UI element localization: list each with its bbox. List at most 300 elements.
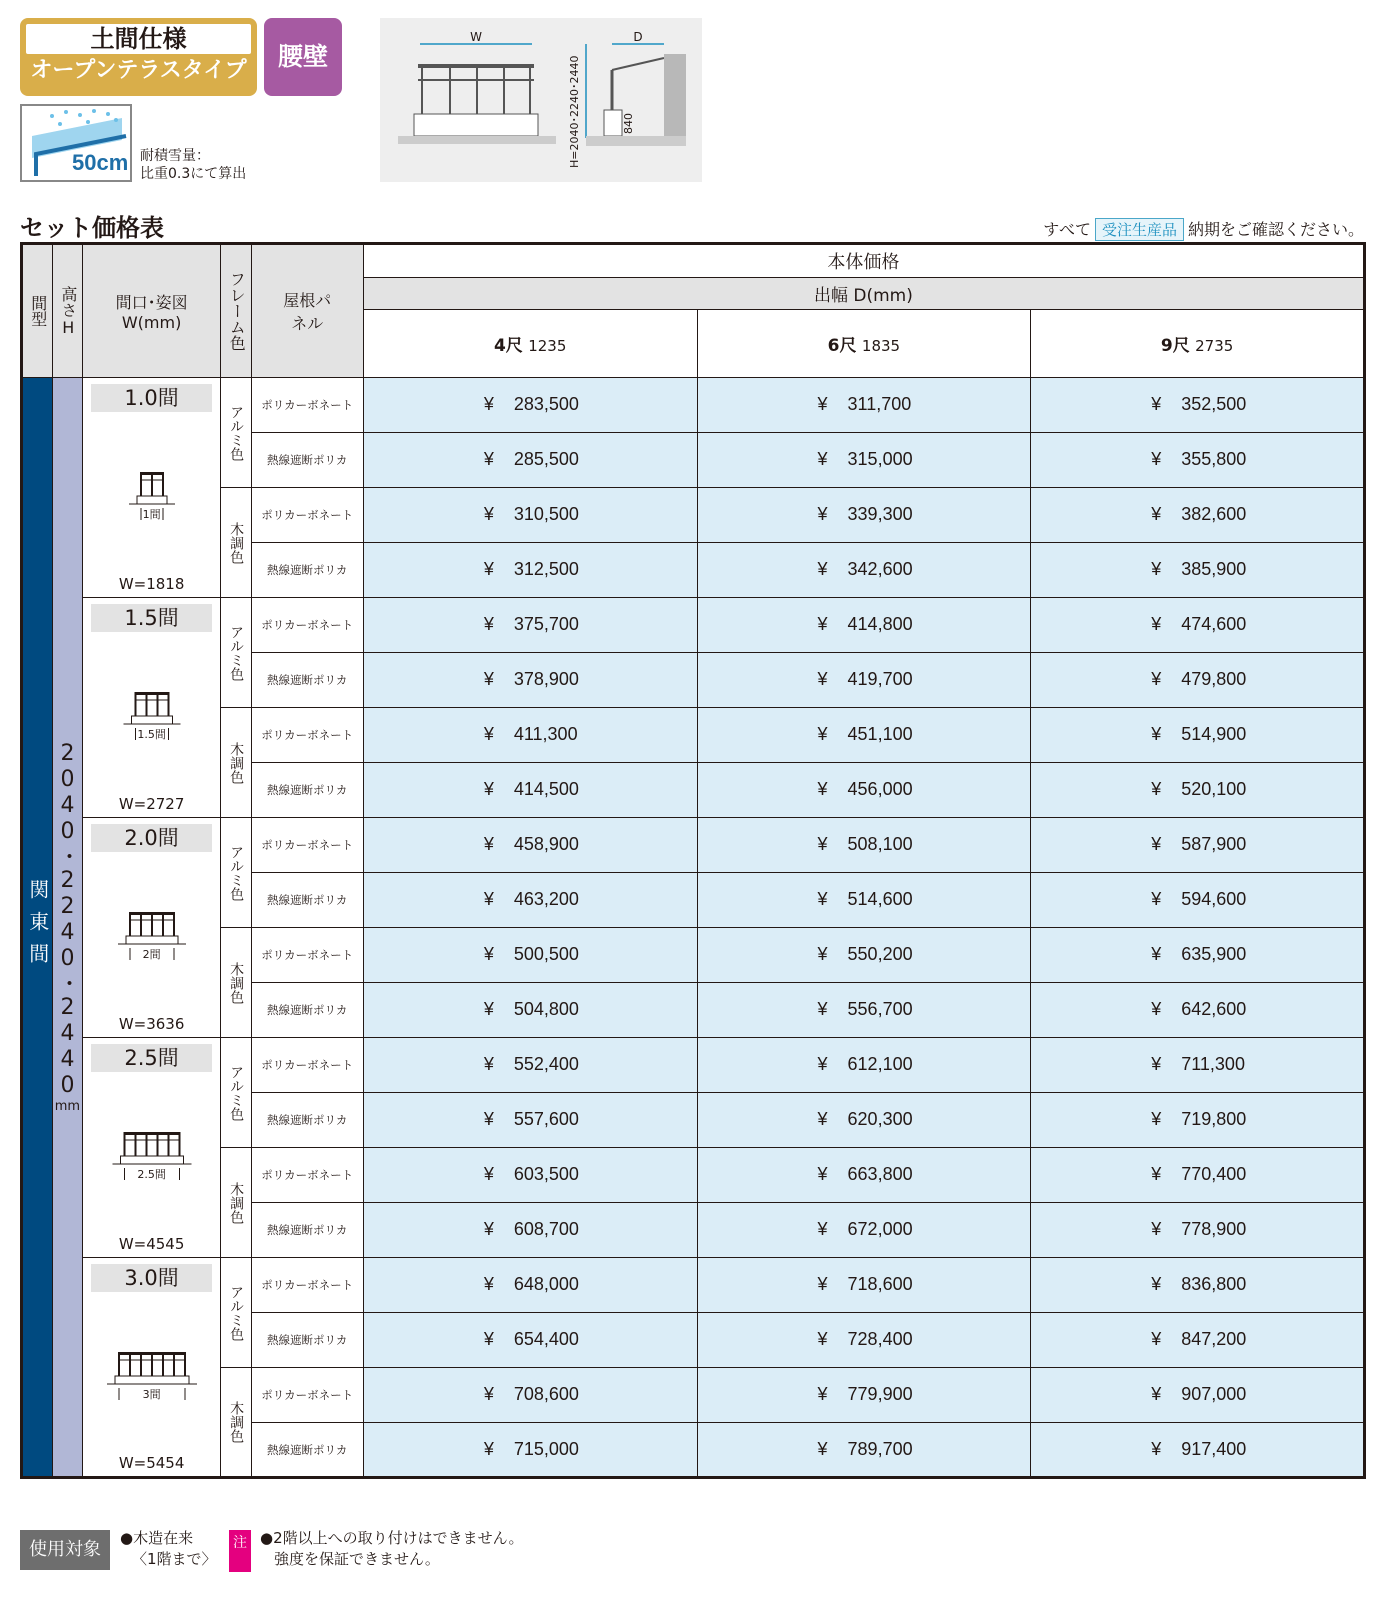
yen-sign: ¥ (817, 944, 828, 964)
price-cell (1031, 763, 1365, 818)
price-value: 778,900 (1181, 1219, 1247, 1239)
snow-note-line1: 耐積雪量： (140, 148, 210, 164)
yen-sign: ¥ (483, 394, 494, 414)
price-cell (697, 708, 1031, 763)
price-value: 556,700 (847, 999, 913, 1019)
yen-sign: ¥ (483, 1109, 494, 1129)
yen-sign: ¥ (817, 614, 828, 634)
frame-color-cell (220, 708, 251, 818)
figure-label: 2間 (142, 948, 161, 961)
frame-color: 木調色 (228, 1181, 245, 1224)
header-depth-col-0 (363, 310, 697, 378)
price-value: 789,700 (847, 1439, 913, 1459)
price-cell (697, 1423, 1031, 1478)
price-cell (697, 1093, 1031, 1148)
price-cell (697, 1313, 1031, 1368)
price-value: 648,000 (513, 1274, 579, 1294)
frame-color: アルミ色 (228, 1284, 245, 1341)
yen-sign: ¥ (1151, 614, 1162, 634)
size-figure (83, 678, 220, 762)
price-cell (697, 1203, 1031, 1258)
yen-sign: ¥ (1151, 834, 1162, 854)
roof-panel-cell: ポリカーボネート (251, 1038, 363, 1093)
snow-load-icon (20, 104, 132, 182)
terrace-front-icon (92, 458, 212, 538)
price-cell (697, 928, 1031, 983)
size-figure (83, 898, 220, 982)
yen-sign: ¥ (483, 889, 494, 909)
d-label: D (633, 30, 643, 44)
depth-mm: 1235 (528, 337, 567, 355)
price-value: 603,500 (513, 1164, 579, 1184)
price-cell (1031, 1093, 1365, 1148)
usage-tag: 使用対象 (20, 1530, 110, 1570)
size-label: 2.5間 (91, 1044, 212, 1072)
figure-label: 2.5間 (137, 1168, 166, 1181)
price-value: 479,800 (1181, 669, 1247, 689)
figure-label: 3間 (142, 1388, 161, 1401)
price-cell (697, 543, 1031, 598)
price-cell (363, 1368, 697, 1423)
yen-sign: ¥ (1151, 724, 1162, 744)
size-width: W=3636 (118, 1015, 185, 1033)
size-cell (83, 818, 221, 1038)
yen-sign: ¥ (483, 449, 494, 469)
table-row (22, 1148, 1365, 1203)
yen-sign: ¥ (483, 834, 494, 854)
frame-color-cell (220, 1258, 251, 1368)
yen-sign: ¥ (1151, 559, 1162, 579)
header-depth-col-1 (697, 310, 1031, 378)
price-cell (697, 488, 1031, 543)
frame-color: 木調色 (228, 961, 245, 1004)
price-value: 552,400 (513, 1054, 579, 1074)
yen-sign: ¥ (1151, 1054, 1162, 1074)
roof-panel-cell: 熱線遮断ポリカ (251, 983, 363, 1038)
table-row (22, 1038, 1365, 1093)
price-value: 451,100 (847, 724, 913, 744)
yen-sign: ¥ (483, 1329, 494, 1349)
table-row (22, 818, 1365, 873)
depth-shaku: 6尺 (827, 336, 857, 356)
figure-label: 1間 (142, 508, 161, 521)
price-value: 728,400 (847, 1329, 913, 1349)
price-value: 382,600 (1181, 504, 1247, 524)
page-title: セット価格表 (20, 214, 164, 242)
price-cell (363, 488, 697, 543)
height-cell (52, 378, 83, 1478)
yen-sign: ¥ (817, 394, 828, 414)
yen-sign: ¥ (817, 669, 828, 689)
table-row (22, 378, 1365, 433)
height-value: 2040･2240･2440 (54, 740, 80, 1099)
roof-panel-cell: ポリカーボネート (251, 598, 363, 653)
terrace-front-icon (92, 898, 212, 978)
price-value: 378,900 (513, 669, 579, 689)
price-cell (1031, 488, 1365, 543)
note-text (260, 1528, 524, 1570)
header-height: 高さH (52, 244, 83, 378)
yen-sign: ¥ (1151, 889, 1162, 909)
size-width: W=5454 (118, 1454, 185, 1472)
header-width: 間口･姿図 W(mm) (83, 244, 221, 378)
price-value: 654,400 (513, 1329, 579, 1349)
price-cell (363, 1093, 697, 1148)
price-value: 315,000 (847, 449, 913, 469)
roof-panel-cell: 熱線遮断ポリカ (251, 1203, 363, 1258)
price-cell (697, 983, 1031, 1038)
frame-color-cell (220, 818, 251, 928)
price-value: 672,000 (847, 1219, 913, 1239)
roof-panel-cell: ポリカーボネート (251, 1258, 363, 1313)
roof-panel-cell: 熱線遮断ポリカ (251, 873, 363, 928)
yen-sign: ¥ (817, 1164, 828, 1184)
price-value: 355,800 (1181, 449, 1247, 469)
yen-sign: ¥ (817, 1439, 828, 1459)
header-panel: 屋根パネル (251, 244, 363, 378)
header-frame: フレーム色 (220, 244, 251, 378)
frame-color: 木調色 (228, 521, 245, 564)
price-value: 715,000 (513, 1439, 579, 1459)
yen-sign: ¥ (817, 724, 828, 744)
yen-sign: ¥ (483, 724, 494, 744)
price-cell (363, 1423, 697, 1478)
price-value: 500,500 (513, 944, 579, 964)
order-notice (1043, 217, 1364, 241)
terrace-front-icon (92, 678, 212, 758)
size-label: 1.5間 (91, 604, 212, 632)
price-cell (1031, 928, 1365, 983)
yen-sign: ¥ (817, 834, 828, 854)
price-value: 847,200 (1181, 1329, 1247, 1349)
table-row (22, 1258, 1365, 1313)
roof-panel-cell: ポリカーボネート (251, 708, 363, 763)
price-value: 770,400 (1181, 1164, 1247, 1184)
price-value: 311,700 (847, 394, 912, 414)
size-cell (83, 378, 221, 598)
price-value: 917,400 (1181, 1439, 1247, 1459)
price-value: 339,300 (847, 504, 913, 524)
table-row (22, 708, 1365, 763)
usage-text (120, 1528, 217, 1570)
yen-sign: ¥ (1151, 669, 1162, 689)
yen-sign: ¥ (483, 1439, 494, 1459)
price-cell (697, 1148, 1031, 1203)
roof-panel-cell: ポリカーボネート (251, 1148, 363, 1203)
terrace-elevation-figure (380, 18, 702, 182)
roof-panel-cell: 熱線遮断ポリカ (251, 763, 363, 818)
price-cell (697, 873, 1031, 928)
height-unit: mm (54, 1098, 81, 1114)
yen-sign: ¥ (817, 1384, 828, 1404)
size-label: 1.0間 (91, 384, 212, 412)
price-value: 635,900 (1181, 944, 1247, 964)
frame-color: アルミ色 (228, 404, 245, 461)
yen-sign: ¥ (1151, 504, 1162, 524)
notice-suffix: 納期をご確認ください。 (1187, 220, 1364, 239)
price-value: 836,800 (1181, 1274, 1247, 1294)
usage-line1: ●木造在来 (120, 1529, 194, 1547)
size-figure (83, 458, 220, 542)
yen-sign: ¥ (817, 1329, 828, 1349)
price-cell (363, 1148, 697, 1203)
price-cell (363, 433, 697, 488)
size-figure (83, 1338, 220, 1422)
price-value: 414,800 (847, 614, 913, 634)
header-type: 間型 (22, 244, 53, 378)
yen-sign: ¥ (1151, 394, 1162, 414)
price-value: 514,900 (1181, 724, 1247, 744)
depth-shaku: 4尺 (493, 336, 523, 356)
frame-color-cell (220, 1368, 251, 1478)
price-cell (1031, 873, 1365, 928)
price-cell (1031, 983, 1365, 1038)
yen-sign: ¥ (1151, 449, 1162, 469)
dimension-diagram (380, 18, 702, 182)
price-table (20, 242, 1366, 1479)
price-value: 352,500 (1181, 394, 1247, 414)
yen-sign: ¥ (483, 999, 494, 1019)
price-cell (1031, 818, 1365, 873)
spec-line2: オープンテラスタイプ (30, 58, 247, 83)
price-cell (697, 763, 1031, 818)
price-value: 419,700 (847, 669, 913, 689)
price-value: 587,900 (1181, 834, 1247, 854)
price-value: 620,300 (847, 1109, 913, 1129)
frame-color-cell (220, 1038, 251, 1148)
price-value: 663,800 (847, 1164, 913, 1184)
yen-sign: ¥ (483, 559, 494, 579)
yen-sign: ¥ (1151, 944, 1162, 964)
price-cell (697, 1368, 1031, 1423)
yen-sign: ¥ (483, 1274, 494, 1294)
price-cell (1031, 1203, 1365, 1258)
price-value: 711,300 (1181, 1054, 1245, 1074)
yen-sign: ¥ (817, 1109, 828, 1129)
depth-mm: 2735 (1195, 337, 1234, 355)
snow-depth: 50cm (72, 150, 129, 175)
w-label: W (470, 30, 482, 44)
price-cell (363, 1203, 697, 1258)
price-value: 557,600 (513, 1109, 579, 1129)
yen-sign: ¥ (1151, 1439, 1162, 1459)
wall-height-label: 840 (622, 113, 635, 134)
price-value: 504,800 (513, 999, 579, 1019)
price-cell (363, 598, 697, 653)
price-value: 550,200 (847, 944, 913, 964)
yen-sign: ¥ (483, 614, 494, 634)
price-cell (363, 873, 697, 928)
price-value: 718,600 (847, 1274, 913, 1294)
note-line1: ●2階以上への取り付けはできません。 (260, 1529, 524, 1547)
price-value: 285,500 (513, 449, 579, 469)
size-cell (83, 1258, 221, 1478)
roof-panel-cell: ポリカーボネート (251, 488, 363, 543)
frame-color-cell (220, 1148, 251, 1258)
price-cell (697, 378, 1031, 433)
price-value: 411,300 (513, 724, 578, 744)
yen-sign: ¥ (817, 999, 828, 1019)
table-row (22, 488, 1365, 543)
size-width: W=1818 (118, 575, 185, 593)
spec-badge (20, 18, 257, 96)
price-cell (1031, 1368, 1365, 1423)
price-value: 414,500 (513, 779, 579, 799)
price-cell (1031, 433, 1365, 488)
depth-shaku: 9尺 (1160, 336, 1190, 356)
yen-sign: ¥ (1151, 1164, 1162, 1184)
price-cell (697, 598, 1031, 653)
price-value: 312,500 (513, 559, 579, 579)
price-cell (363, 763, 697, 818)
yen-sign: ¥ (1151, 1109, 1162, 1129)
yen-sign: ¥ (483, 1164, 494, 1184)
price-value: 310,500 (513, 504, 579, 524)
price-cell (1031, 1423, 1365, 1478)
price-cell (363, 708, 697, 763)
price-cell (363, 1258, 697, 1313)
size-width: W=4545 (118, 1235, 185, 1253)
price-value: 708,600 (513, 1384, 579, 1404)
price-value: 508,100 (847, 834, 913, 854)
price-cell (1031, 1148, 1365, 1203)
yen-sign: ¥ (817, 889, 828, 909)
price-cell (363, 543, 697, 598)
yen-sign: ¥ (1151, 1274, 1162, 1294)
snow-note (140, 147, 246, 183)
roof-panel-cell: 熱線遮断ポリカ (251, 543, 363, 598)
notice-prefix: すべて (1043, 220, 1091, 239)
depth-mm: 1835 (861, 337, 901, 355)
yen-sign: ¥ (1151, 1384, 1162, 1404)
frame-color-cell (220, 378, 251, 488)
usage-line2: 〈1階まで〉 (132, 1550, 217, 1568)
price-value: 375,700 (513, 614, 579, 634)
yen-sign: ¥ (483, 944, 494, 964)
price-value: 520,100 (1181, 779, 1247, 799)
frame-color: アルミ色 (228, 624, 245, 681)
roof-panel-cell: ポリカーボネート (251, 928, 363, 983)
yen-sign: ¥ (483, 669, 494, 689)
price-cell (363, 1038, 697, 1093)
yen-sign: ¥ (1151, 779, 1162, 799)
price-cell (1031, 708, 1365, 763)
price-cell (697, 433, 1031, 488)
price-value: 463,200 (513, 889, 579, 909)
price-cell (697, 1038, 1031, 1093)
price-cell (363, 653, 697, 708)
header-body-price: 本体価格 (363, 244, 1364, 278)
price-value: 283,500 (513, 394, 579, 414)
h-label: H=2040･2240･2440 (568, 55, 581, 168)
yen-sign: ¥ (483, 504, 494, 524)
frame-color-cell (220, 488, 251, 598)
table-row (22, 928, 1365, 983)
roof-panel-cell: ポリカーボネート (251, 1368, 363, 1423)
made-to-order-tag: 受注生産品 (1095, 218, 1184, 241)
yen-sign: ¥ (817, 1219, 828, 1239)
price-cell (1031, 1313, 1365, 1368)
region-label: 関東間 (25, 879, 50, 975)
price-value: 907,000 (1181, 1384, 1247, 1404)
yen-sign: ¥ (817, 449, 828, 469)
yen-sign: ¥ (1151, 1219, 1162, 1239)
price-value: 779,900 (847, 1384, 913, 1404)
size-cell (83, 598, 221, 818)
yen-sign: ¥ (483, 1384, 494, 1404)
yen-sign: ¥ (817, 779, 828, 799)
price-value: 385,900 (1181, 559, 1247, 579)
price-value: 514,600 (847, 889, 913, 909)
price-cell (363, 818, 697, 873)
frame-color-cell (220, 928, 251, 1038)
yen-sign: ¥ (483, 1219, 494, 1239)
yen-sign: ¥ (817, 1274, 828, 1294)
price-value: 458,900 (513, 834, 579, 854)
price-cell (363, 1313, 697, 1368)
size-width: W=2727 (118, 795, 185, 813)
roof-panel-cell: 熱線遮断ポリカ (251, 653, 363, 708)
price-cell (1031, 543, 1365, 598)
roof-panel-cell: 熱線遮断ポリカ (251, 1313, 363, 1368)
note-tag: 注 (229, 1530, 251, 1572)
terrace-front-icon (92, 1118, 212, 1198)
price-cell (363, 378, 697, 433)
yen-sign: ¥ (1151, 999, 1162, 1019)
frame-color: 木調色 (228, 741, 245, 784)
price-value: 642,600 (1181, 999, 1247, 1019)
figure-label: 1.5間 (137, 728, 166, 741)
roof-panel-cell: 熱線遮断ポリカ (251, 433, 363, 488)
region-cell (22, 378, 53, 1478)
terrace-front-icon (92, 1338, 212, 1418)
yen-sign: ¥ (817, 1054, 828, 1074)
price-cell (363, 983, 697, 1038)
price-value: 594,600 (1181, 889, 1247, 909)
roof-panel-cell: 熱線遮断ポリカ (251, 1093, 363, 1148)
yen-sign: ¥ (483, 1054, 494, 1074)
price-cell (363, 928, 697, 983)
header-depth-col-2 (1031, 310, 1365, 378)
price-cell (1031, 653, 1365, 708)
price-value: 456,000 (847, 779, 913, 799)
size-label: 3.0間 (91, 1264, 212, 1292)
price-value: 608,700 (513, 1219, 579, 1239)
table-row (22, 1368, 1365, 1423)
price-cell (1031, 1038, 1365, 1093)
price-cell (697, 653, 1031, 708)
frame-color: 木調色 (228, 1401, 245, 1443)
price-cell (1031, 378, 1365, 433)
size-figure (83, 1118, 220, 1202)
price-cell (697, 1258, 1031, 1313)
frame-color: アルミ色 (228, 1064, 245, 1121)
roof-panel-cell: ポリカーボネート (251, 818, 363, 873)
table-row (22, 598, 1365, 653)
price-value: 474,600 (1181, 614, 1247, 634)
yen-sign: ¥ (817, 559, 828, 579)
header-depth: 出幅 D(mm) (363, 278, 1364, 310)
price-value: 612,100 (847, 1054, 913, 1074)
frame-color-cell (220, 598, 251, 708)
yen-sign: ¥ (483, 779, 494, 799)
price-cell (1031, 1258, 1365, 1313)
size-label: 2.0間 (91, 824, 212, 852)
roof-panel-cell: ポリカーボネート (251, 378, 363, 433)
yen-sign: ¥ (1151, 1329, 1162, 1349)
price-cell (697, 818, 1031, 873)
wall-badge: 腰壁 (264, 18, 342, 96)
